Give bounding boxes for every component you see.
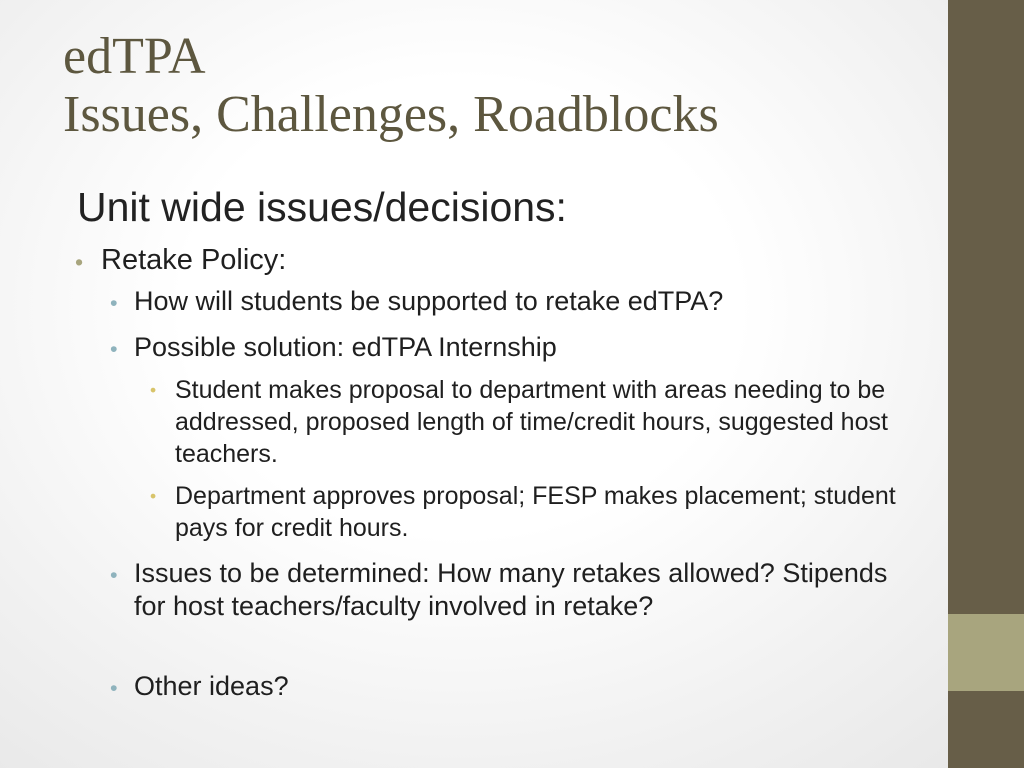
bullet-text: Department approves proposal; FESP makes placement; student pays for credit hours. bbox=[175, 482, 896, 542]
bullet-support-retake bbox=[110, 285, 920, 318]
bullet-dot-icon: • bbox=[110, 562, 118, 587]
bullet-text: Student makes proposal to department with areas needing to be addressed, proposed length of time/credit hours, suggested host teachers. bbox=[175, 376, 888, 468]
bullet-issues-determined bbox=[110, 557, 920, 623]
bullet-dot-icon: • bbox=[110, 290, 118, 315]
slide-title bbox=[63, 28, 933, 144]
bullet-dot-icon: • bbox=[150, 380, 157, 400]
title-line-1: edTPA bbox=[63, 28, 206, 85]
bullet-dot-icon: • bbox=[75, 249, 84, 275]
bullet-dot-icon: • bbox=[150, 486, 157, 506]
section-heading: Unit wide issues/decisions: bbox=[77, 184, 567, 230]
decorative-side-accent bbox=[948, 614, 1024, 691]
bullet-text: Other ideas? bbox=[134, 671, 289, 701]
bullet-text: Possible solution: edTPA Internship bbox=[134, 332, 557, 362]
bullet-text: Issues to be determined: How many retakes allowed? Stipends for host teachers/faculty involved in retake? bbox=[134, 558, 888, 621]
bullet-dot-icon: • bbox=[110, 675, 118, 700]
bullet-student-proposal bbox=[150, 374, 910, 470]
bullet-possible-solution bbox=[110, 331, 920, 364]
bullet-text: How will students be supported to retake edTPA? bbox=[134, 286, 724, 316]
bullet-text: Retake Policy: bbox=[101, 244, 287, 276]
bullet-dot-icon: • bbox=[110, 336, 118, 361]
bullet-other-ideas bbox=[110, 670, 920, 703]
title-line-2: Issues, Challenges, Roadblocks bbox=[63, 86, 719, 143]
bullet-retake-policy bbox=[75, 243, 875, 277]
bullet-department-approves bbox=[150, 480, 910, 544]
